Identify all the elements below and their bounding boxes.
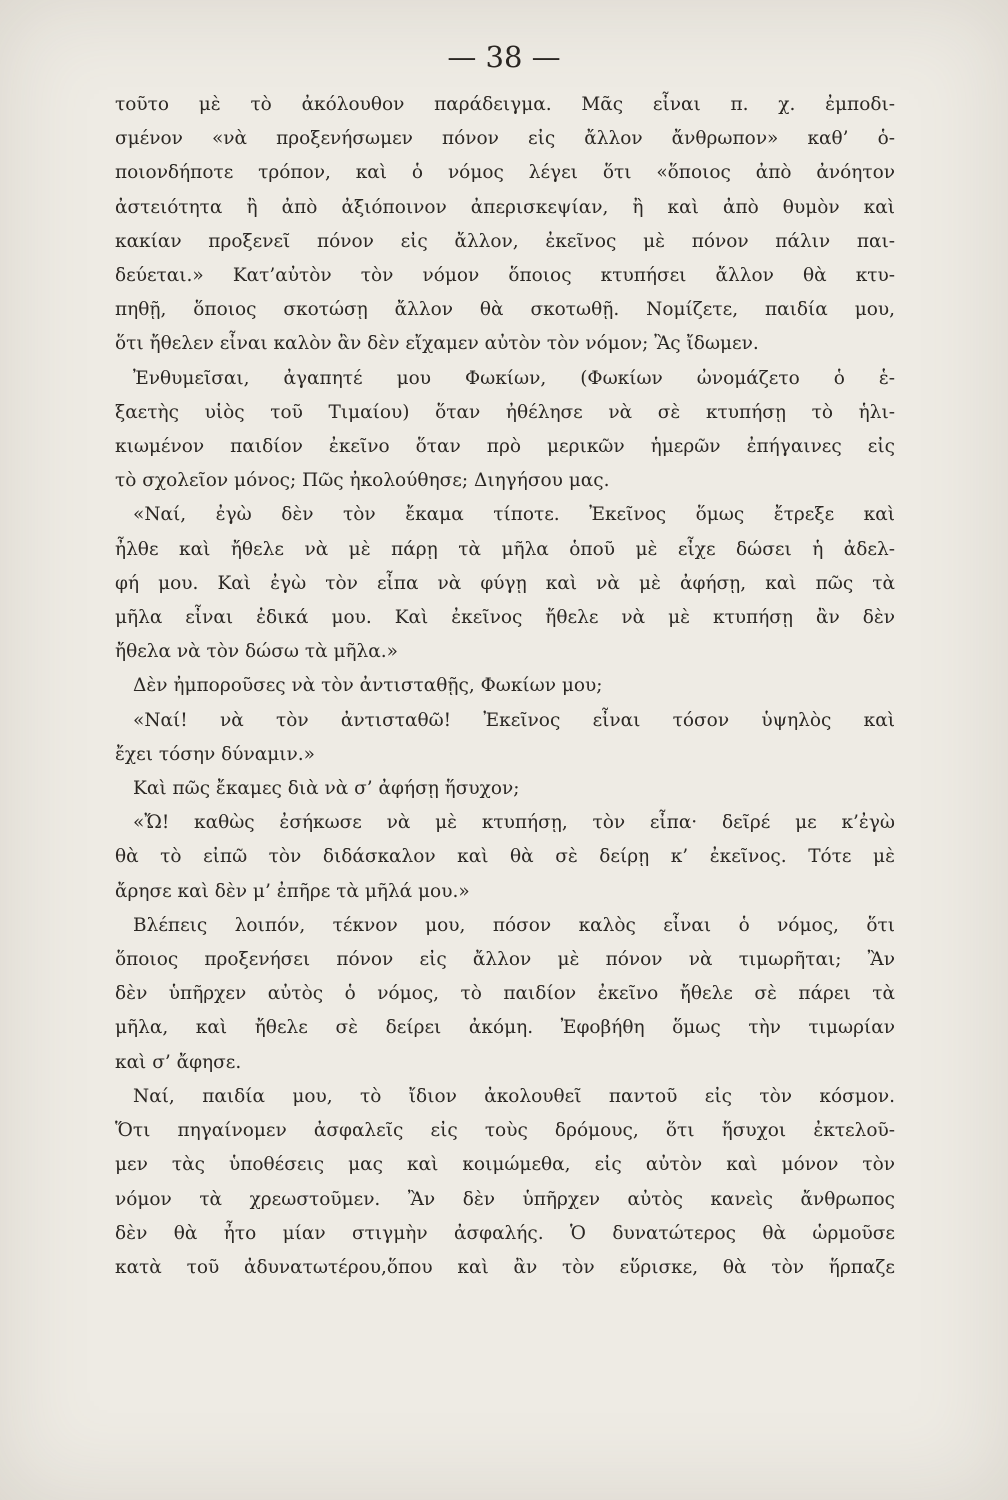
text-line: κακίαν προξενεῖ πόνον εἰς ἄλλον, ἐκεῖνος μὲ πόνον πάλιν παι- (115, 230, 895, 252)
text-line: τὸ σχολεῖον μόνος; Πῶς ἠκολούθησε; Διηγήσου μας. (115, 470, 610, 492)
text-line: σμένον «νὰ προξενήσωμεν πόνον εἰς ἄλλον ἄνθρωπον» καθ’ ὁ- (115, 128, 895, 150)
text-line: δὲν ὑπῆρχεν αὐτὸς ὁ νόμος, τὸ παιδίον ἐκεῖνο ἤθελε σὲ πάρει τὰ (115, 983, 895, 1005)
text-line: καὶ σ’ ἄφησε. (115, 1051, 242, 1073)
text-line: μῆλα εἶναι ἐδικά μου. Καὶ ἐκεῖνος ἤθελε νὰ μὲ κτυπήσῃ ἂν δὲν (115, 607, 895, 629)
text-line: ἤθελα νὰ τὸν δώσω τὰ μῆλα.» (115, 641, 398, 663)
text-line: ἔχει τόσην δύναμιν.» (115, 743, 315, 765)
text-line: Ναί, παιδία μου, τὸ ἴδιον ἀκολουθεῖ παντοῦ εἰς τὸν κόσμον. (133, 1085, 895, 1107)
text-line: φή μου. Καὶ ἐγὼ τὸν εἶπα νὰ φύγῃ καὶ νὰ μὲ ἀφήσῃ, καὶ πῶς τὰ (115, 572, 895, 594)
text-line: «Ὤ! καθὼς ἐσήκωσε νὰ μὲ κτυπήσῃ, τὸν εἶπα· δεῖρέ με κ’ἐγὼ (133, 812, 895, 834)
text-line: τοῦτο μὲ τὸ ἀκόλουθον παράδειγμα. Μᾶς εἶναι π. χ. ἐμποδι- (115, 94, 895, 115)
text-line: Καὶ πῶς ἔκαμες διὰ νὰ σ’ ἀφήσῃ ἥσυχον; (133, 778, 520, 800)
text-line: «Ναί, ἐγὼ δὲν τὸν ἔκαμα τίποτε. Ἐκεῖνος ὅμως ἔτρεξε καὶ (133, 504, 895, 526)
text-line: θὰ τὸ εἰπῶ τὸν διδάσκαλον καὶ θὰ σὲ δείρῃ κ’ ἐκεῖνος. Τότε μὲ (115, 846, 895, 868)
text-line: ποιονδήποτε τρόπον, καὶ ὁ νόμος λέγει ὅτι «ὅποιος ἀπὸ ἀνόητον (115, 162, 895, 184)
text-line: ὅτι ἤθελεν εἶναι καλὸν ἂν δὲν εἴχαμεν αὐτὸν τὸν νόμον; Ἂς ἴδωμεν. (115, 333, 759, 355)
text-line: μεν τὰς ὑποθέσεις μας καὶ κοιμώμεθα, εἰς αὐτὸν καὶ μόνον τὸν (115, 1154, 895, 1176)
text-line: πηθῇ, ὅποιος σκοτώσῃ ἄλλον θὰ σκοτωθῇ. Νομίζετε, παιδία μου, (115, 299, 895, 321)
text-line: μῆλα, καὶ ἤθελε σὲ δείρει ἀκόμη. Ἐφοβήθη ὅμως τὴν τιμωρίαν (115, 1017, 895, 1039)
text-line: ξαετὴς υἱὸς τοῦ Τιμαίου) ὅταν ἠθέλησε νὰ σὲ κτυπήσῃ τὸ ἡλι- (115, 401, 895, 423)
text-line: δὲν θὰ ἦτο μίαν στιγμὴν ἀσφαλής. Ὁ δυνατώτερος θὰ ὡρμοῦσε (115, 1222, 895, 1244)
text-line: Ἐνθυμεῖσαι, ἀγαπητέ μου Φωκίων, (Φωκίων ὠνομάζετο ὁ ἑ- (133, 367, 895, 389)
text-line: ὅποιος προξενήσει πόνον εἰς ἄλλον μὲ πόνον νὰ τιμωρῆται; Ἂν (115, 949, 895, 971)
text-line: ἄρησε καὶ δὲν μ’ ἐπῆρε τὰ μῆλά μου.» (115, 880, 470, 902)
text-line: «Ναί! νὰ τὸν ἀντισταθῶ! Ἐκεῖνος εἶναι τόσον ὑψηλὸς καὶ (133, 709, 895, 731)
body-text (115, 88, 895, 1285)
text-line: κιωμένον παιδίον ἐκεῖνο ὅταν πρὸ μερικῶν ἡμερῶν ἐπήγαινες εἰς (115, 436, 895, 458)
text-line: ἀστειότητα ἢ ἀπὸ ἀξιόποινον ἀπερισκεψίαν, ἢ καὶ ἀπὸ θυμὸν καὶ (115, 196, 895, 218)
page-number: — 38 — (447, 40, 561, 74)
text-line: Δὲν ἠμποροῦσες νὰ τὸν ἀντισταθῇς, Φωκίων μου; (133, 675, 603, 697)
text-line: δεύεται.» Κατ’αὐτὸν τὸν νόμον ὅποιος κτυπήσει ἄλλον θὰ κτυ- (115, 265, 895, 287)
text-line: κατὰ τοῦ ἀδυνατωτέρου,ὅπου καὶ ἂν τὸν εὕρισκε, θὰ τὸν ἥρπαζε (115, 1256, 895, 1278)
text-line: νόμον τὰ χρεωστοῦμεν. Ἂν δὲν ὑπῆρχεν αὐτὸς κανεὶς ἄνθρωπος (115, 1188, 895, 1210)
text-line: ἦλθε καὶ ἤθελε νὰ μὲ πάρῃ τὰ μῆλα ὁποῦ μὲ εἶχε δώσει ἡ ἀδελ- (115, 538, 895, 560)
text-line: Ὅτι πηγαίνομεν ἀσφαλεῖς εἰς τοὺς δρόμους, ὅτι ἥσυχοι ἐκτελοῦ- (115, 1120, 895, 1142)
text-line: Βλέπεις λοιπόν, τέκνον μου, πόσον καλὸς εἶναι ὁ νόμος, ὅτι (133, 914, 895, 936)
